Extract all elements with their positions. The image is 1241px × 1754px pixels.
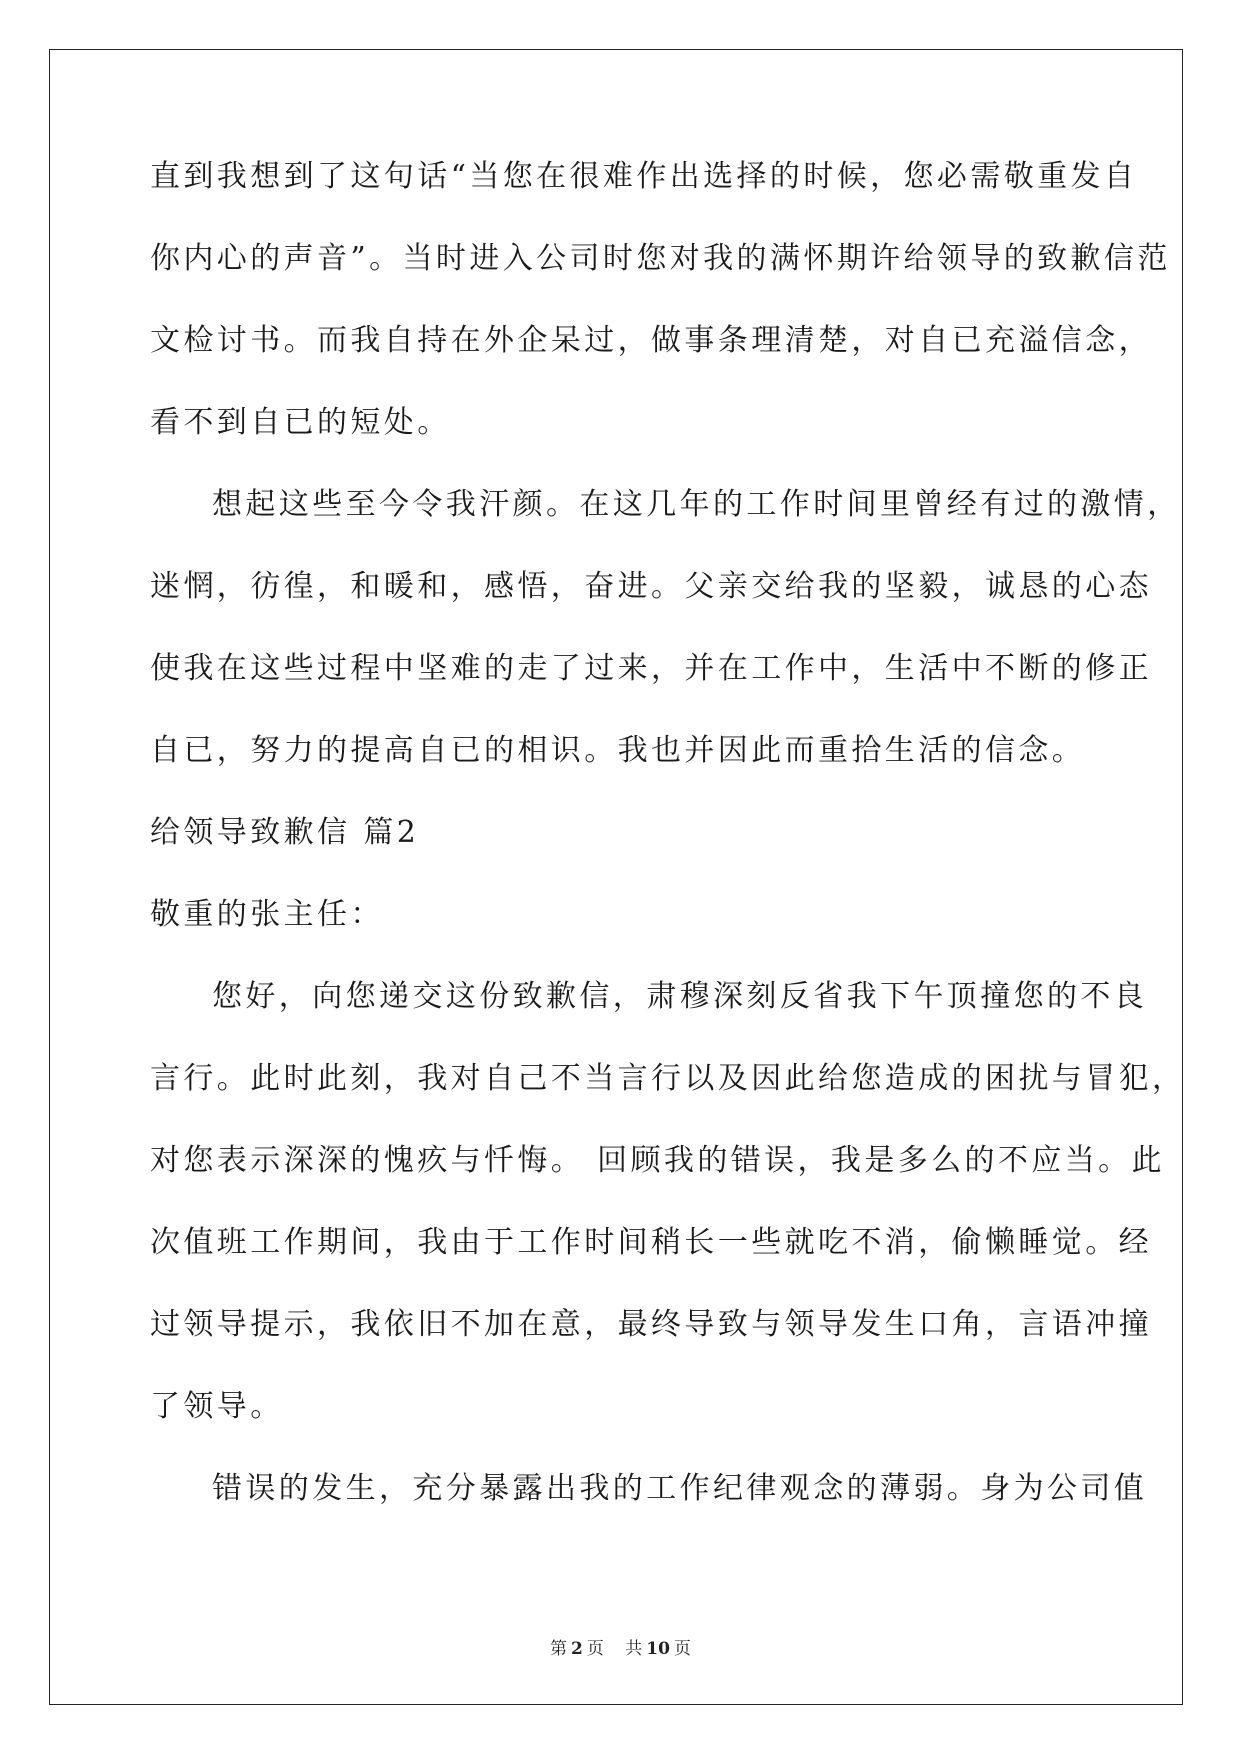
total-number: 10	[646, 1639, 670, 1659]
paragraph-start-line: 您好，向您递交这份致歉信，肃穆深刻反省我下午顶撞您的不良	[212, 979, 1148, 1014]
text-line: 过领导提示，我依旧不加在意，最终导致与领导发生口角，言语冲撞	[150, 1307, 1152, 1342]
text-line: 迷惘，彷徨，和暖和，感悟，奋进。父亲交给我的坚毅，诚恳的心态	[150, 569, 1152, 604]
total-prefix: 共	[625, 1639, 643, 1659]
text-line: 使我在这些过程中坚难的走了过来，并在工作中，生活中不断的修正	[150, 651, 1152, 686]
text-line: 了领导。	[150, 1389, 284, 1424]
text-line: 直到我想到了这句话“当您在很难作出选择的时候，您必需敬重发自	[150, 159, 1138, 194]
paragraph-start-line: 想起这些至今令我汗颜。在这几年的工作时间里曾经有过的激情，	[212, 487, 1181, 522]
total-suffix: 页	[673, 1639, 691, 1659]
page-indicator	[546, 1639, 608, 1659]
page-footer	[0, 1634, 1241, 1659]
text-line: 你内心的声音”。当时进入公司时您对我的满怀期许给领导的致歉信范	[150, 241, 1171, 276]
page-suffix: 页	[586, 1639, 604, 1659]
paragraph-start-line: 错误的发生，充分暴露出我的工作纪律观念的薄弱。身为公司值	[212, 1471, 1148, 1506]
text-line: 自已，努力的提高自已的相识。我也并因此而重拾生活的信念。	[150, 733, 1086, 768]
text-line: 对您表示深深的愧疚与忏悔。 回顾我的错误，我是多么的不应当。此	[150, 1143, 1165, 1178]
page-prefix: 第	[550, 1639, 568, 1659]
text-line: 言行。此时此刻，我对自己不当言行以及因此给您造成的困扰与冒犯，	[150, 1061, 1186, 1096]
page-number: 2	[571, 1639, 583, 1659]
text-line: 看不到自已的短处。	[150, 405, 451, 440]
section-heading: 给领导致歉信 篇2	[150, 815, 420, 850]
text-line: 次值班工作期间，我由于工作时间稍长一些就吃不消，偷懒睡觉。经	[150, 1225, 1152, 1260]
document-body	[150, 157, 1186, 1551]
salutation: 敬重的张主任：	[150, 897, 384, 932]
total-indicator	[621, 1639, 695, 1659]
text-line: 文检讨书。而我自持在外企呆过，做事条理清楚，对自已充溢信念，	[150, 323, 1152, 358]
